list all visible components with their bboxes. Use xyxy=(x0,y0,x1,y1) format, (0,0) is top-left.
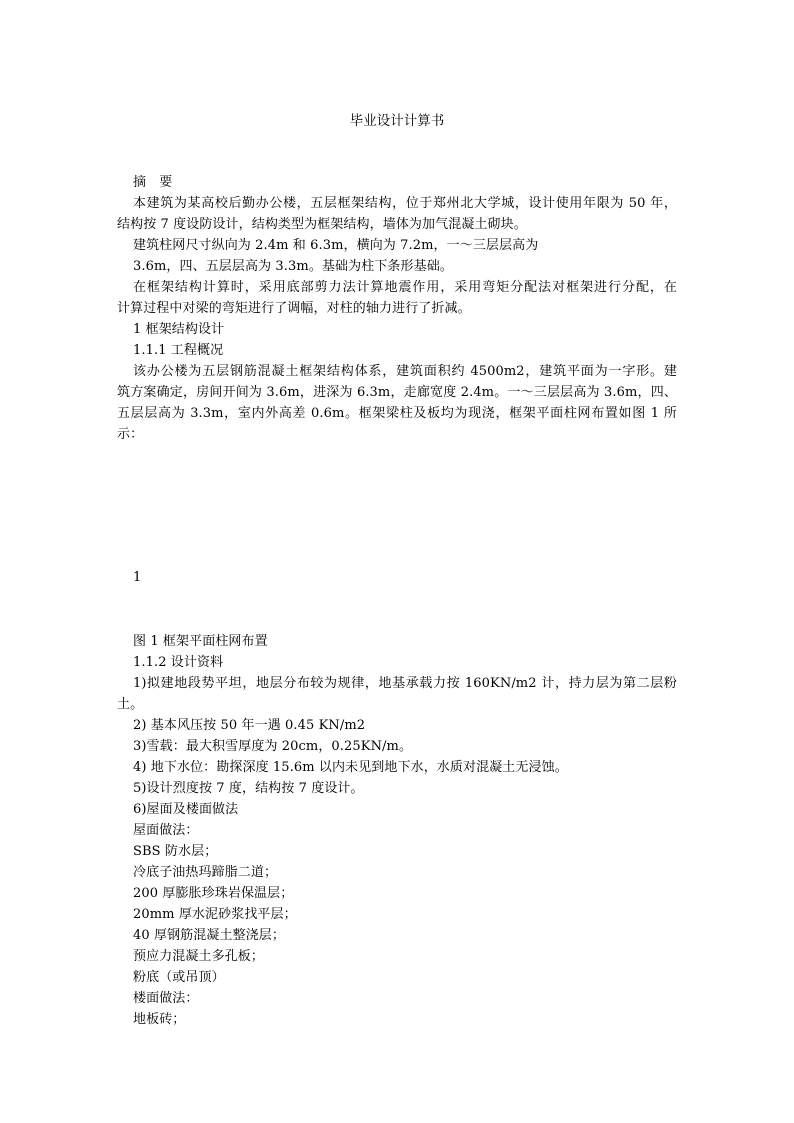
paragraph-line: 本建筑为某高校后勤办公楼，五层框架结构，位于郑州北大学城，设计使用年限为 50 年， xyxy=(133,196,677,211)
paragraph-line: 3.6m，四、五层层高为 3.3m。基础为柱下条形基础。 xyxy=(133,259,453,274)
abstract-heading: 摘 要 xyxy=(133,175,173,190)
paragraph-line: 在框架结构计算时，采用底部剪力法计算地震作用，采用弯矩分配法对框架进行分配，在 xyxy=(133,280,677,295)
figure-placeholder-number: 1 xyxy=(133,570,142,585)
list-item: 3)雪载：最大积雪厚度为 20cm，0.25KN/m。 xyxy=(133,739,413,754)
list-item: 40 厚钢筋混凝土整浇层； xyxy=(133,928,285,943)
paragraph-line: 该办公楼为五层钢筋混凝土框架结构体系，建筑面积约 4500m2，建筑平面为一字形。建 xyxy=(133,364,677,379)
paragraph-line: 建筑柱网尺寸纵向为 2.4m 和 6.3m，横向为 7.2m，一～三层层高为 xyxy=(133,238,539,253)
figure-caption: 图 1 框架平面柱网布置 xyxy=(133,634,268,649)
list-item: 土。 xyxy=(117,697,144,712)
paragraph-line: 结构按 7 度设防设计，结构类型为框架结构，墙体为加气混凝土砌块。 xyxy=(117,217,527,232)
subsection-heading: 1.1.2 设计资料 xyxy=(133,655,224,670)
page-title: 毕业设计计算书 xyxy=(349,113,445,129)
list-item: 5)设计烈度按 7 度，结构按 7 度设计。 xyxy=(133,781,364,796)
paragraph-line: 计算过程中对梁的弯矩进行了调幅，对柱的轴力进行了折减。 xyxy=(117,301,471,316)
paragraph-line: 五层层高为 3.3m，室内外高差 0.6m。框架梁柱及板均为现浇，框架平面柱网布置如图 1 所 xyxy=(117,406,677,421)
list-item: SBS 防水层； xyxy=(133,844,218,859)
list-item: 6)屋面及楼面做法 xyxy=(133,802,239,817)
list-item: 楼面做法： xyxy=(133,991,199,1006)
list-item: 20mm 厚水泥砂浆找平层； xyxy=(133,907,297,922)
paragraph-line: 示： xyxy=(117,427,144,442)
subsection-heading: 1.1.1 工程概况 xyxy=(133,343,224,358)
list-item: 预应力混凝土多孔板； xyxy=(133,949,265,964)
list-item: 冷底子油热玛蹄脂二道； xyxy=(133,865,278,880)
list-item: 200 厚膨胀珍珠岩保温层； xyxy=(133,886,294,901)
paragraph-line: 筑方案确定，房间开间为 3.6m，进深为 6.3m，走廊宽度 2.4m。一～三层层高为 3.6m，四、 xyxy=(117,385,677,400)
list-item: 地板砖； xyxy=(133,1012,186,1027)
list-item: 粉底（或吊顶） xyxy=(133,970,225,985)
list-item: 屋面做法： xyxy=(133,823,199,838)
list-item: 1)拟建地段势平坦，地层分布较为规律，地基承载力按 160KN/m2 计，持力层为第二层粉 xyxy=(133,676,677,691)
list-item: 2) 基本风压按 50 年一遇 0.45 KN/m2 xyxy=(133,718,366,733)
list-item: 4) 地下水位：勘探深度 15.6m 以内未见到地下水，水质对混凝土无浸蚀。 xyxy=(133,760,568,775)
section-heading: 1 框架结构设计 xyxy=(133,322,225,337)
